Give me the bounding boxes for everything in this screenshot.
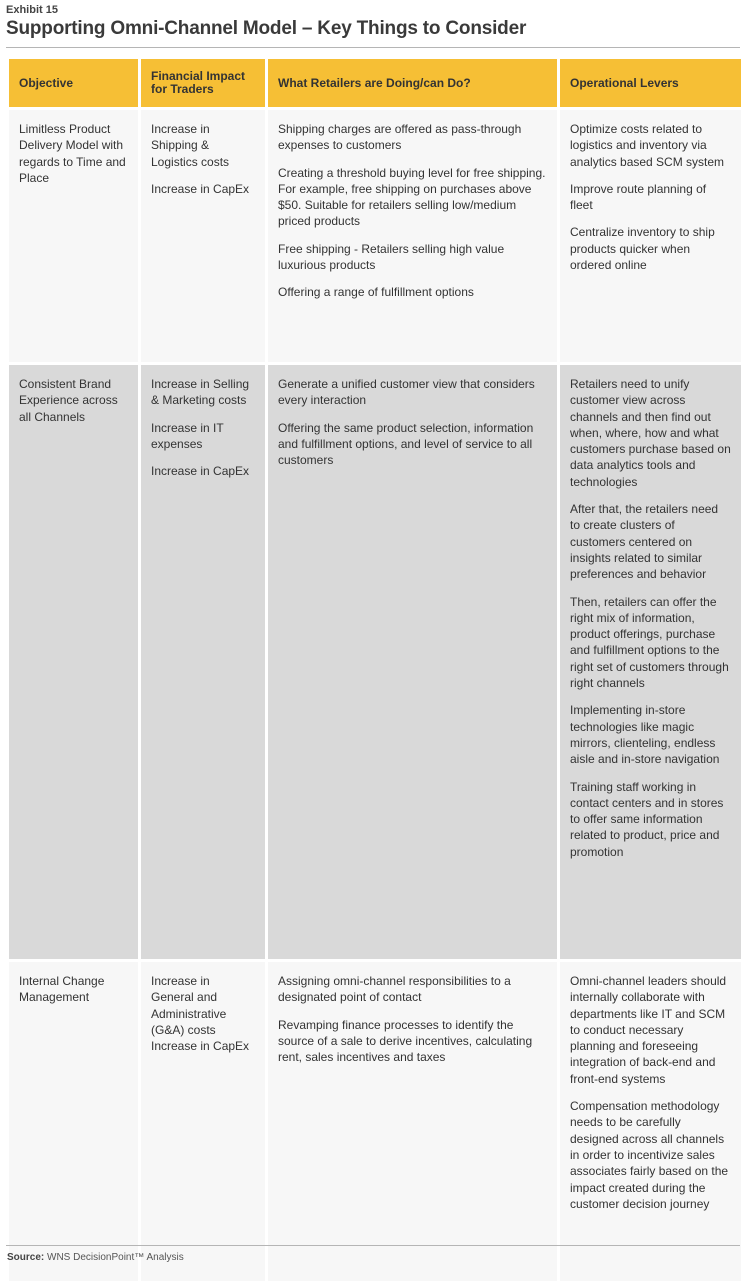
cell-text: Increase in General and Administrative (G&A) costs Increase in CapEx xyxy=(151,974,250,1054)
cell-text: Free shipping - Retailers selling high value luxurious products xyxy=(278,241,505,273)
cell-text: Consistent Brand Experience across all Channels xyxy=(19,377,118,424)
source-label: Source: xyxy=(7,1252,45,1263)
cell-text: Increase in IT expenses xyxy=(151,420,224,451)
table-row xyxy=(9,107,741,362)
exhibit-label: Exhibit 15 xyxy=(6,4,58,16)
cell-text: Increase in CapEx xyxy=(151,464,250,479)
cell-text: Offering a range of fulfillment options xyxy=(278,285,474,300)
cell-retailers-doing xyxy=(268,362,557,959)
page-title: Supporting Omni-Channel Model – Key Things to Consider xyxy=(6,18,527,39)
cell-objective xyxy=(9,107,138,362)
cell-text: Training staff working in contact centers and in stores to offer same information related to product, price and promotion xyxy=(570,779,724,859)
header-objective: Objective xyxy=(9,59,138,107)
cell-text: Assigning omni-channel responsibilities to a designated point of contact xyxy=(278,974,511,1005)
footer-divider xyxy=(6,1245,740,1246)
cell-text: Compensation methodology needs to be carefully designed across all channels in order to incentivize sales associates fairly based on the impact created during the customer decision journey xyxy=(570,1099,729,1211)
cell-text: Retailers need to unify customer view across channels and then find out when, where, how and what customers purchase based on data analytics tools and technologies xyxy=(570,377,731,489)
cell-text: Optimize costs related to logistics and inventory via analytics based SCM system xyxy=(570,122,725,169)
cell-operational-levers xyxy=(560,362,741,959)
cell-operational-levers xyxy=(560,107,741,362)
title-divider xyxy=(6,47,740,48)
header-operational-levers: Operational Levers xyxy=(560,59,741,107)
cell-text: Increase in Shipping & Logistics costs xyxy=(151,122,230,169)
cell-text: Increase in CapEx xyxy=(151,181,250,196)
header-retailers-doing: What Retailers are Doing/can Do? xyxy=(268,59,557,107)
table-header-row xyxy=(9,59,741,107)
cell-financial-impact xyxy=(141,107,265,362)
source-text: WNS DecisionPoint™ Analysis xyxy=(47,1252,184,1263)
cell-text: Omni-channel leaders should internally collaborate with departments like IT and SCM to conduct necessary planning and foreseeing integration of back-end and front-end systems xyxy=(570,974,727,1086)
cell-text: Offering the same product selection, information and fulfillment options, and level of service to all customers xyxy=(278,420,534,468)
cell-text: Shipping charges are offered as pass-through expenses to customers xyxy=(278,122,522,153)
cell-text: Then, retailers can offer the right mix of information, product offerings, purchase and fulfillment options to the right set of customers through right channels xyxy=(570,594,729,691)
header-financial-impact: Financial Impact for Traders xyxy=(141,59,265,107)
considerations-table xyxy=(6,59,744,1281)
table-row xyxy=(9,362,741,959)
cell-retailers-doing xyxy=(268,107,557,362)
cell-objective xyxy=(9,959,138,1281)
cell-text: After that, the retailers need to create clusters of customers centered on insights related to similar preferences and behavior xyxy=(570,502,719,582)
cell-text: Implementing in-store technologies like magic mirrors, clienteling, endless aisle and in-store navigation xyxy=(570,703,720,767)
cell-text: Limitless Product Delivery Model with regards to Time and Place xyxy=(19,122,126,185)
source-note xyxy=(7,1252,184,1263)
cell-text: Centralize inventory to ship products quicker when ordered online xyxy=(570,225,715,273)
cell-operational-levers xyxy=(560,959,741,1281)
cell-retailers-doing xyxy=(268,959,557,1281)
cell-text: Improve route planning of fleet xyxy=(570,181,707,213)
cell-financial-impact xyxy=(141,959,265,1281)
cell-text: Increase in Selling & Marketing costs xyxy=(151,377,250,408)
cell-text: Revamping finance processes to identify the source of a sale to derive incentives, calculating rent, sales incentives and taxes xyxy=(278,1017,533,1065)
cell-financial-impact xyxy=(141,362,265,959)
cell-text: Generate a unified customer view that considers every interaction xyxy=(278,377,535,408)
cell-objective xyxy=(9,362,138,959)
cell-text: Creating a threshold buying level for free shipping. For example, free shipping on purchases above $50. Suitable for retailers selling low/medium priced products xyxy=(278,165,546,229)
cell-text: Internal Change Management xyxy=(19,974,105,1005)
table-row xyxy=(9,959,741,1281)
